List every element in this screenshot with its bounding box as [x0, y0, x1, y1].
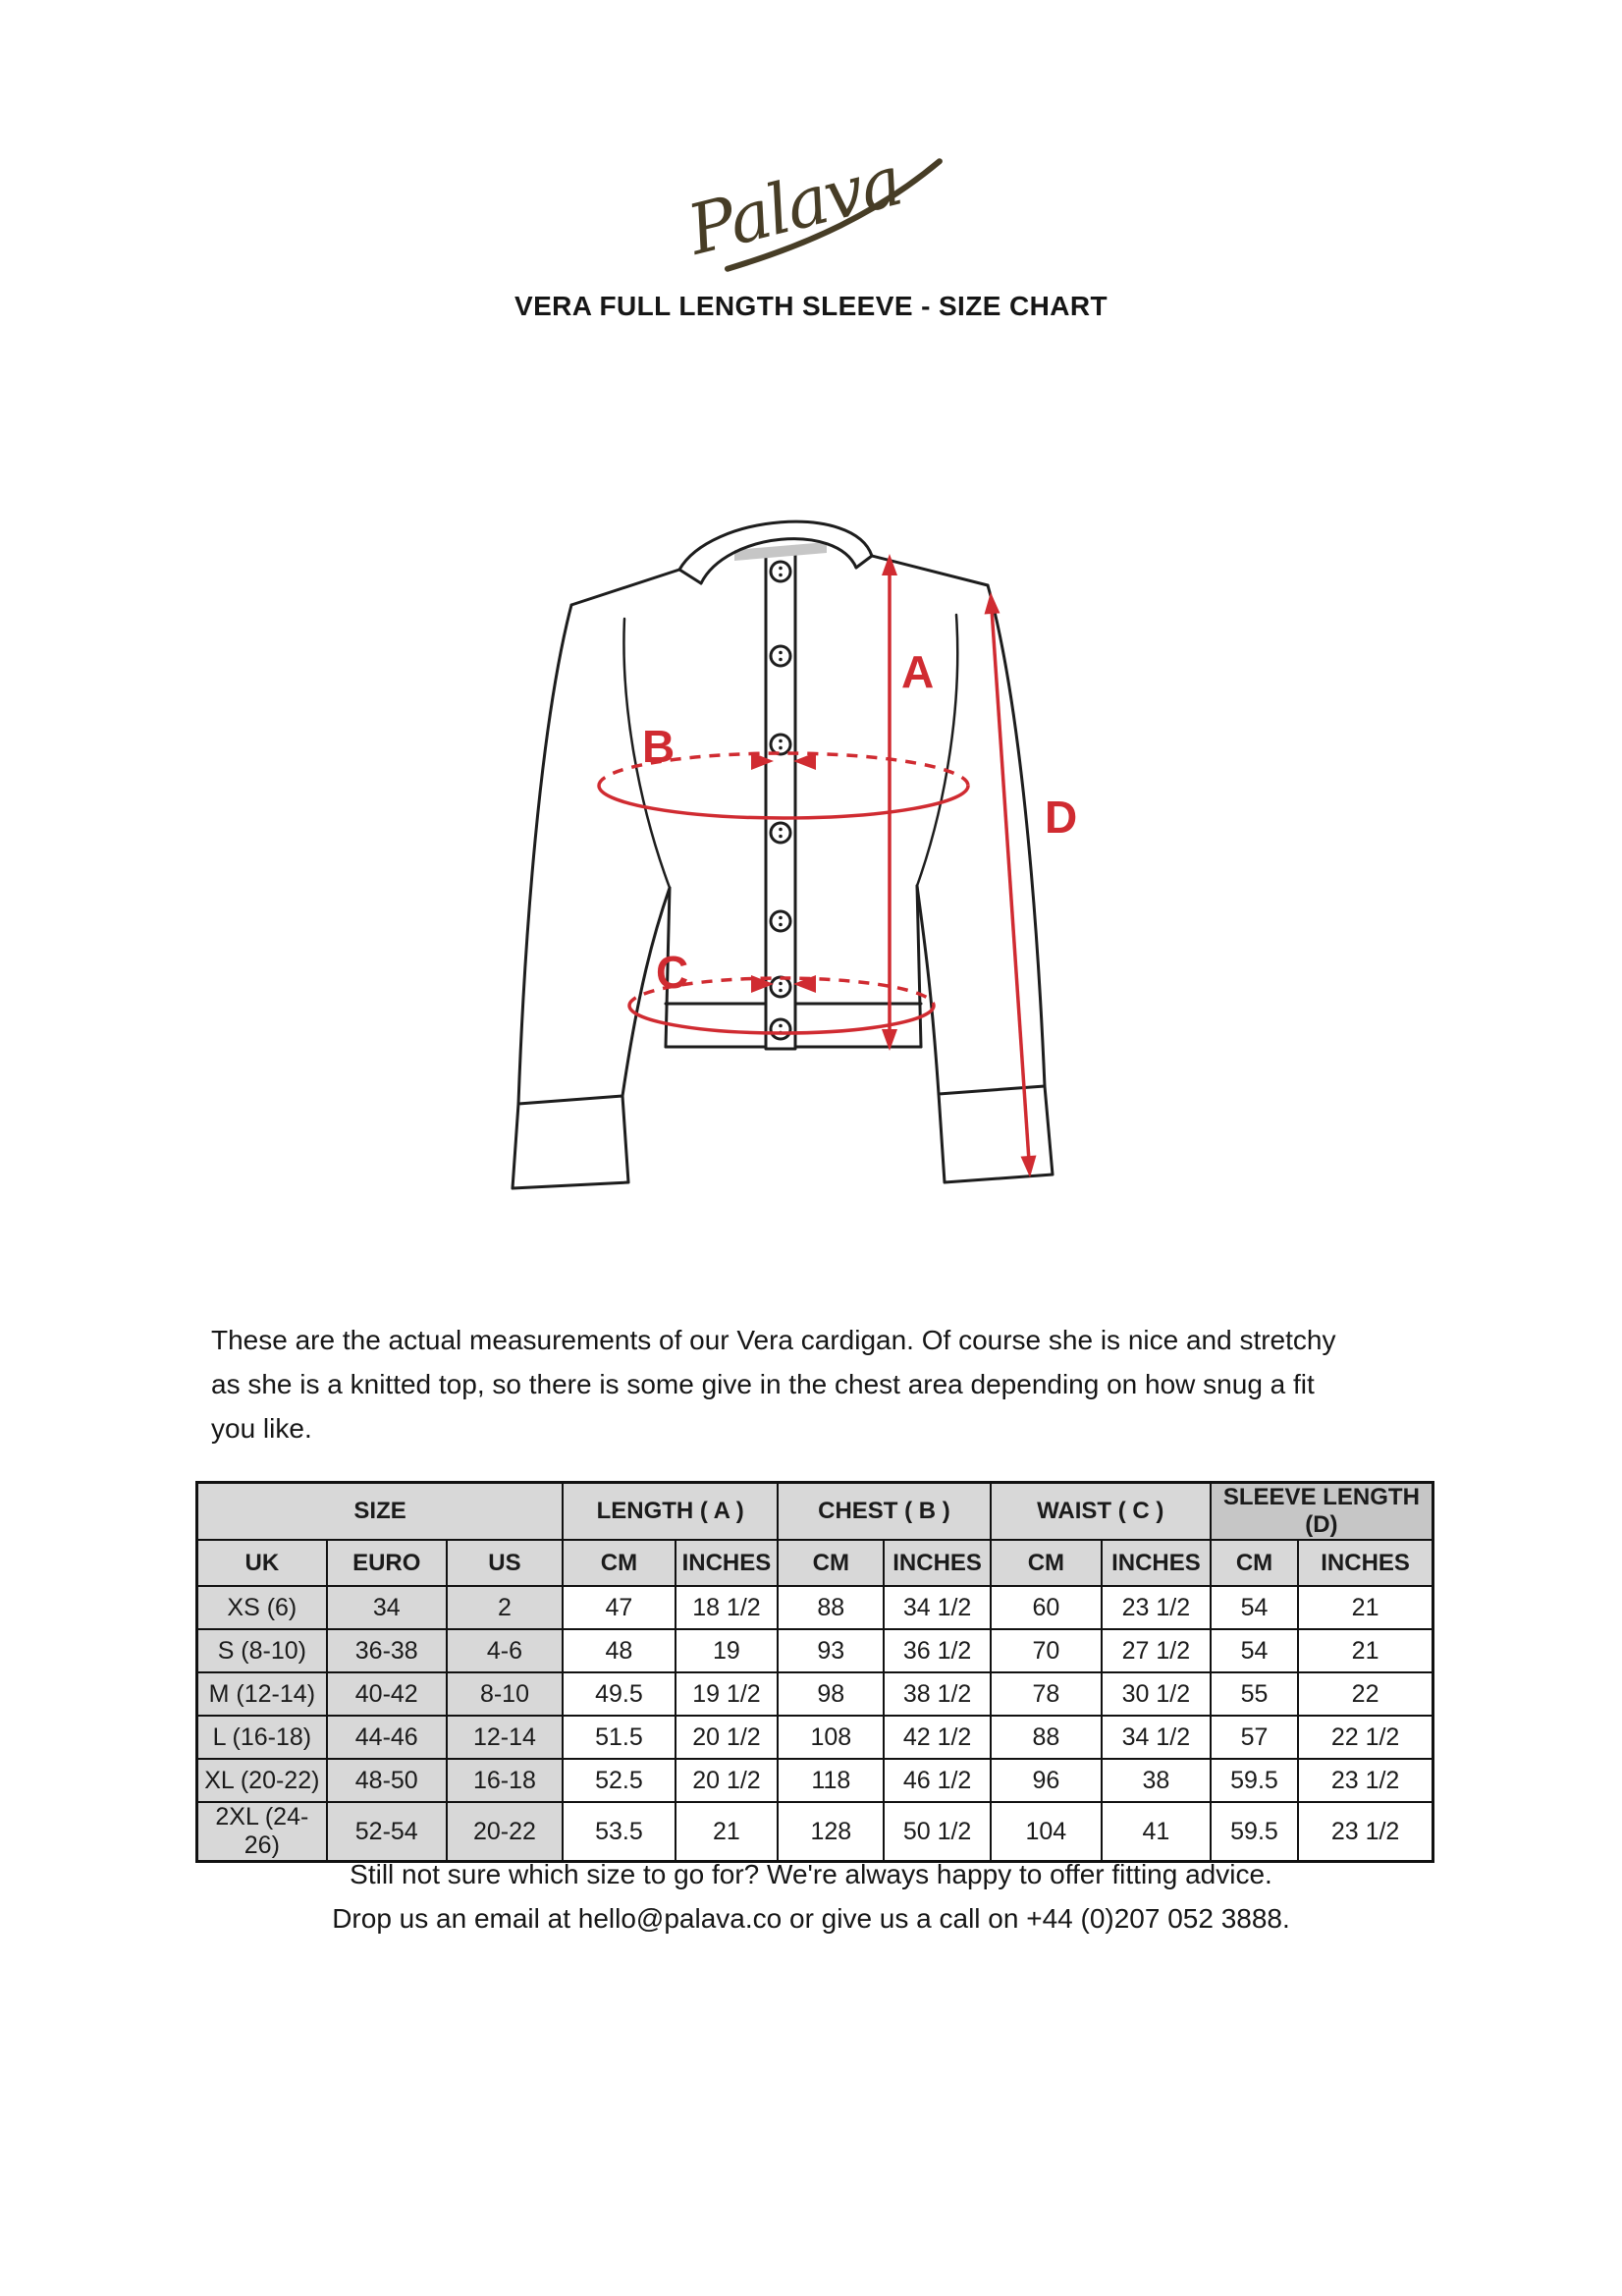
measurement-cell: 34 1/2: [1102, 1716, 1211, 1759]
intro-line: These are the actual measurements of our Vera cardigan. Of course she is nice and stretchy: [211, 1325, 1336, 1355]
column-header: CM: [1211, 1540, 1298, 1586]
size-label-cell: XS (6): [197, 1586, 327, 1629]
intro-line: you like.: [211, 1413, 312, 1444]
column-header: INCHES: [1102, 1540, 1211, 1586]
measurement-cell: 18 1/2: [676, 1586, 778, 1629]
measurement-cell: 96: [991, 1759, 1102, 1802]
column-group-header: SIZE: [197, 1483, 564, 1541]
column-header: INCHES: [1298, 1540, 1433, 1586]
measurement-cell: 48-50: [327, 1759, 447, 1802]
footer-line: Drop us an email at hello@palava.co or give us a call on +44 (0)207 052 3888.: [332, 1903, 1290, 1934]
measurement-cell: 20 1/2: [676, 1759, 778, 1802]
size-label-cell: 2XL (24-26): [197, 1802, 327, 1862]
measurement-cell: 42 1/2: [884, 1716, 990, 1759]
measurement-cell: 57: [1211, 1716, 1298, 1759]
page-title: VERA FULL LENGTH SLEEVE - SIZE CHART: [514, 291, 1108, 321]
size-label-cell: M (12-14): [197, 1672, 327, 1716]
measurement-cell: 23 1/2: [1102, 1586, 1211, 1629]
measurement-cell: 34 1/2: [884, 1586, 990, 1629]
cardigan-drawing: [477, 509, 1145, 1196]
measurement-cell: 20 1/2: [676, 1716, 778, 1759]
measurement-cell: 54: [1211, 1629, 1298, 1672]
measurement-cell: 23 1/2: [1298, 1802, 1433, 1862]
measurement-cell: 48: [563, 1629, 676, 1672]
measurement-cell: 88: [991, 1716, 1102, 1759]
measurement-cell: 55: [1211, 1672, 1298, 1716]
measurement-cell: 40-42: [327, 1672, 447, 1716]
measurement-cell: 22 1/2: [1298, 1716, 1433, 1759]
measurement-cell: 21: [1298, 1629, 1433, 1672]
footer-line: Still not sure which size to go for? We're always happy to offer fitting advice.: [350, 1859, 1272, 1889]
measurement-cell: 118: [778, 1759, 884, 1802]
brand-logo-graphic: [654, 132, 978, 279]
measurement-cell: 88: [778, 1586, 884, 1629]
measurement-cell: 38: [1102, 1759, 1211, 1802]
measurement-cell: 27 1/2: [1102, 1629, 1211, 1672]
brand-logo: [654, 132, 978, 279]
measurement-cell: 59.5: [1211, 1802, 1298, 1862]
measurement-cell: 19: [676, 1629, 778, 1672]
column-group-header: WAIST ( C ): [991, 1483, 1211, 1541]
measurement-cell: 98: [778, 1672, 884, 1716]
measurement-label-a: A: [901, 646, 935, 697]
measurement-cell: 34: [327, 1586, 447, 1629]
measurement-cell: 12-14: [447, 1716, 563, 1759]
measurement-cell: 22: [1298, 1672, 1433, 1716]
column-header: INCHES: [676, 1540, 778, 1586]
brand-logo-text: Palava: [679, 140, 909, 271]
intro-line: as she is a knitted top, so there is some give in the chest area depending on how snug a fit: [211, 1369, 1315, 1399]
measurement-cell: 2: [447, 1586, 563, 1629]
measurement-label-c: C: [656, 947, 689, 998]
measurement-cell: 38 1/2: [884, 1672, 990, 1716]
measurement-cell: 78: [991, 1672, 1102, 1716]
measurement-cell: 60: [991, 1586, 1102, 1629]
cardigan-measurement-diagram: [477, 509, 1145, 1196]
table-row: [197, 1672, 1433, 1716]
table-row: [197, 1759, 1433, 1802]
table-row: [197, 1716, 1433, 1759]
measurement-label-b: B: [642, 721, 676, 772]
column-group-header: LENGTH ( A ): [563, 1483, 778, 1541]
measurement-cell: 23 1/2: [1298, 1759, 1433, 1802]
table-row: [197, 1629, 1433, 1672]
column-header: UK: [197, 1540, 327, 1586]
measurement-cell: 108: [778, 1716, 884, 1759]
column-header: CM: [778, 1540, 884, 1586]
measurement-cell: 41: [1102, 1802, 1211, 1862]
column-header: INCHES: [884, 1540, 990, 1586]
measurement-cell: 8-10: [447, 1672, 563, 1716]
footer-note: [0, 1852, 1622, 1941]
measurement-cell: 52.5: [563, 1759, 676, 1802]
measurement-cell: 104: [991, 1802, 1102, 1862]
measurement-cell: 93: [778, 1629, 884, 1672]
measurement-cell: 21: [676, 1802, 778, 1862]
measurement-lines: [599, 570, 1029, 1161]
measurement-cell: 20-22: [447, 1802, 563, 1862]
table-row: [197, 1586, 1433, 1629]
measurement-cell: 49.5: [563, 1672, 676, 1716]
measurement-cell: 51.5: [563, 1716, 676, 1759]
table-column-header-row: [197, 1540, 1433, 1586]
column-header: CM: [563, 1540, 676, 1586]
measurement-cell: 44-46: [327, 1716, 447, 1759]
measurement-cell: 50 1/2: [884, 1802, 990, 1862]
size-label-cell: XL (20-22): [197, 1759, 327, 1802]
size-label-cell: S (8-10): [197, 1629, 327, 1672]
measurement-cell: 70: [991, 1629, 1102, 1672]
measurement-cell: 53.5: [563, 1802, 676, 1862]
measurement-cell: 19 1/2: [676, 1672, 778, 1716]
table-group-header-row: [197, 1483, 1433, 1541]
column-group-header: CHEST ( B ): [778, 1483, 991, 1541]
measurement-cell: 54: [1211, 1586, 1298, 1629]
measurement-cell: 16-18: [447, 1759, 563, 1802]
size-label-cell: L (16-18): [197, 1716, 327, 1759]
column-header: CM: [991, 1540, 1102, 1586]
column-header: US: [447, 1540, 563, 1586]
measurement-label-d: D: [1045, 792, 1078, 843]
intro-paragraph: [211, 1318, 1517, 1450]
measurement-cell: 30 1/2: [1102, 1672, 1211, 1716]
size-chart-body: [197, 1586, 1433, 1862]
measurement-cell: 59.5: [1211, 1759, 1298, 1802]
measurement-cell: 36-38: [327, 1629, 447, 1672]
size-chart-table: [195, 1481, 1434, 1863]
measurement-cell: 128: [778, 1802, 884, 1862]
measurement-cell: 46 1/2: [884, 1759, 990, 1802]
measurement-cell: 4-6: [447, 1629, 563, 1672]
measurement-cell: 47: [563, 1586, 676, 1629]
column-group-header: SLEEVE LENGTH (D): [1211, 1483, 1433, 1541]
measurement-cell: 52-54: [327, 1802, 447, 1862]
column-header: EURO: [327, 1540, 447, 1586]
measurement-cell: 36 1/2: [884, 1629, 990, 1672]
measurement-cell: 21: [1298, 1586, 1433, 1629]
cardigan-outline: [513, 521, 1053, 1188]
